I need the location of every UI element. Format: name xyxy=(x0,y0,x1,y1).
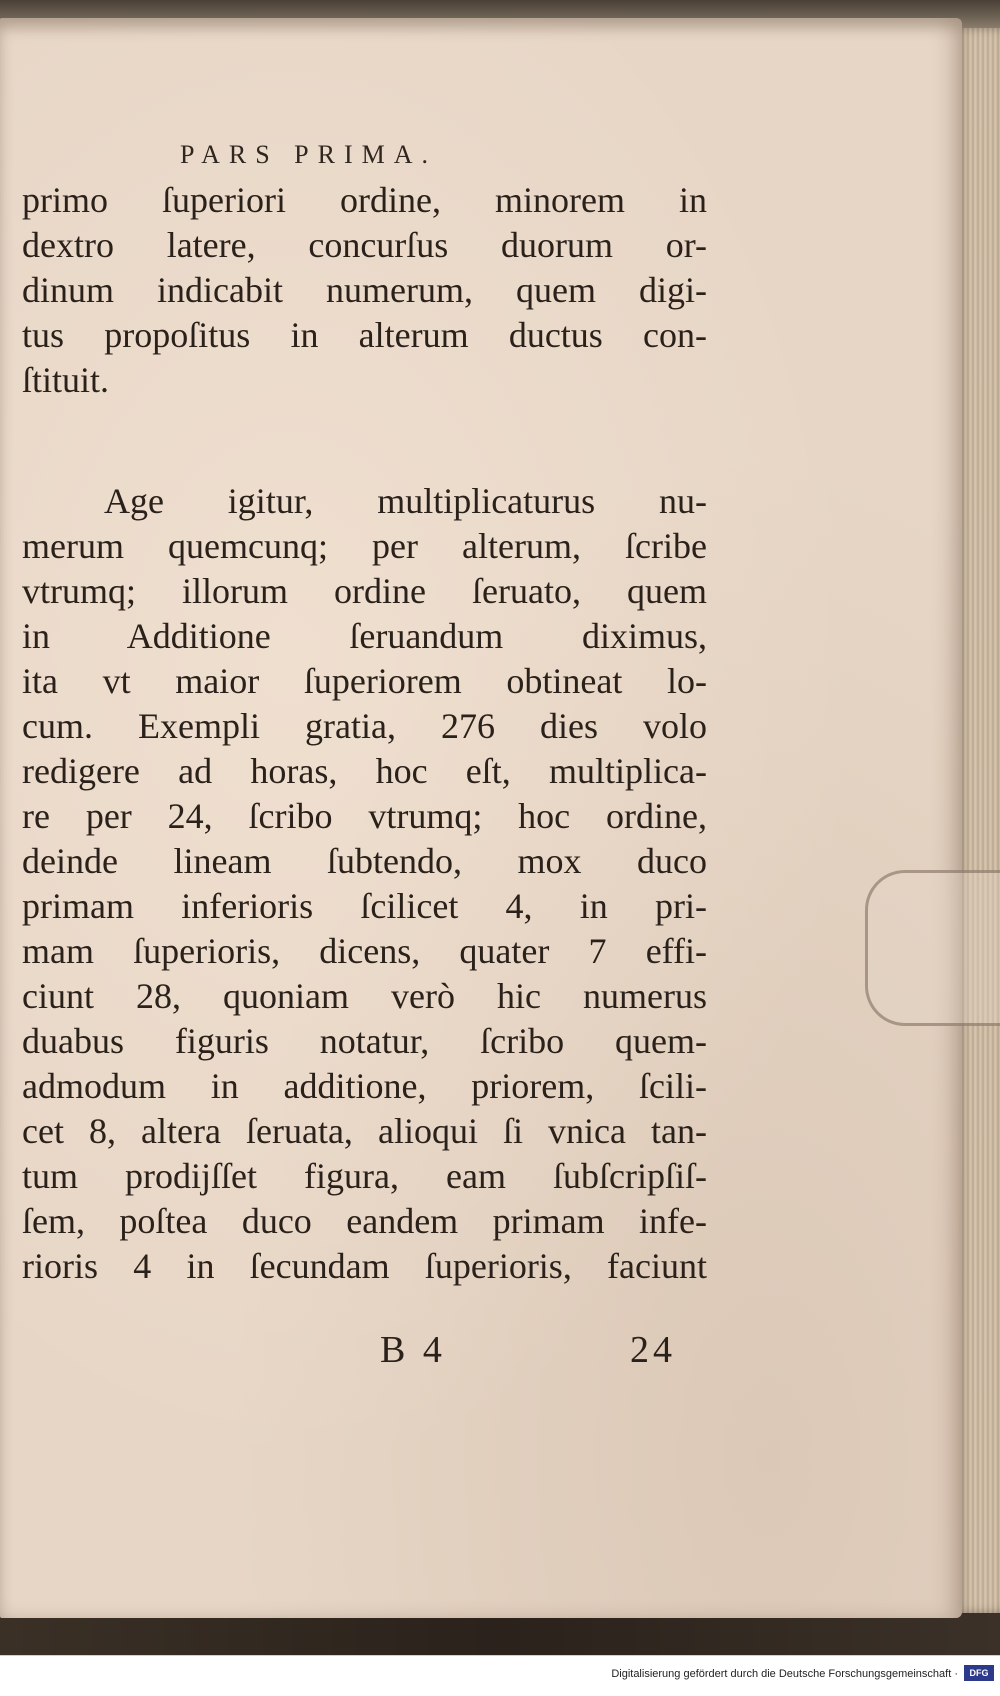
body-text xyxy=(22,178,707,1289)
text-line: rioris 4 in ſecundam ſuperioris, faciunt xyxy=(22,1246,707,1286)
dfg-logo-icon: DFG xyxy=(964,1665,994,1681)
text-line: ciunt 28, quoniam verò hic numerus xyxy=(22,976,707,1016)
text-line: merum quemcunq; per alterum, ſcribe xyxy=(22,526,707,566)
text-line: cum. Exempli gratia, 276 dies volo xyxy=(22,706,707,746)
text-line: in Additione ſeruandum diximus, xyxy=(22,616,707,656)
text-line: Age igitur, multiplicaturus nu- xyxy=(104,481,707,521)
text-line: ita vt maior ſuperiorem obtineat lo- xyxy=(22,661,707,701)
text-line: duabus figuris notatur, ſcribo quem- xyxy=(22,1021,707,1061)
digitization-footer xyxy=(0,1655,1000,1696)
text-line: deinde lineam ſubtendo, mox duco xyxy=(22,841,707,881)
signature-mark: B 4 xyxy=(380,1329,446,1371)
text-line: mam ſuperioris, dicens, quater 7 effi- xyxy=(22,931,707,971)
text-line: primo ſuperiori ordine, minorem in xyxy=(22,180,707,220)
text-line: ſem, poſtea duco eandem primam infe- xyxy=(22,1201,707,1241)
running-head: PARS PRIMA. xyxy=(180,140,438,169)
folio-number: 24 xyxy=(630,1329,676,1371)
book-page xyxy=(0,18,962,1618)
text-line: redigere ad horas, hoc eſt, multiplica- xyxy=(22,751,707,791)
text-line: dextro latere, concurſus duorum or- xyxy=(22,225,707,265)
text-line: admodum in additione, priorem, ſcili- xyxy=(22,1066,707,1106)
text-line: ſtituit. xyxy=(22,360,110,400)
text-line: primam inferioris ſcilicet 4, in pri- xyxy=(22,886,707,926)
text-line: vtrumq; illorum ordine ſeruato, quem xyxy=(22,571,707,611)
page-clip xyxy=(865,870,1000,1026)
text-line: tus propoſitus in alterum ductus con- xyxy=(22,315,707,355)
text-line: tum prodijſſet figura, eam ſubſcripſiſ- xyxy=(22,1156,707,1196)
paragraph-gap xyxy=(22,403,707,479)
text-line: cet 8, altera ſeruata, alioqui ſi vnica tan- xyxy=(22,1111,707,1151)
footer-credit: Digitalisierung gefördert durch die Deutsche Forschungsgemeinschaft · xyxy=(611,1668,958,1680)
text-line: re per 24, ſcribo vtrumq; hoc ordine, xyxy=(22,796,707,836)
text-line: dinum indicabit numerum, quem digi- xyxy=(22,270,707,310)
